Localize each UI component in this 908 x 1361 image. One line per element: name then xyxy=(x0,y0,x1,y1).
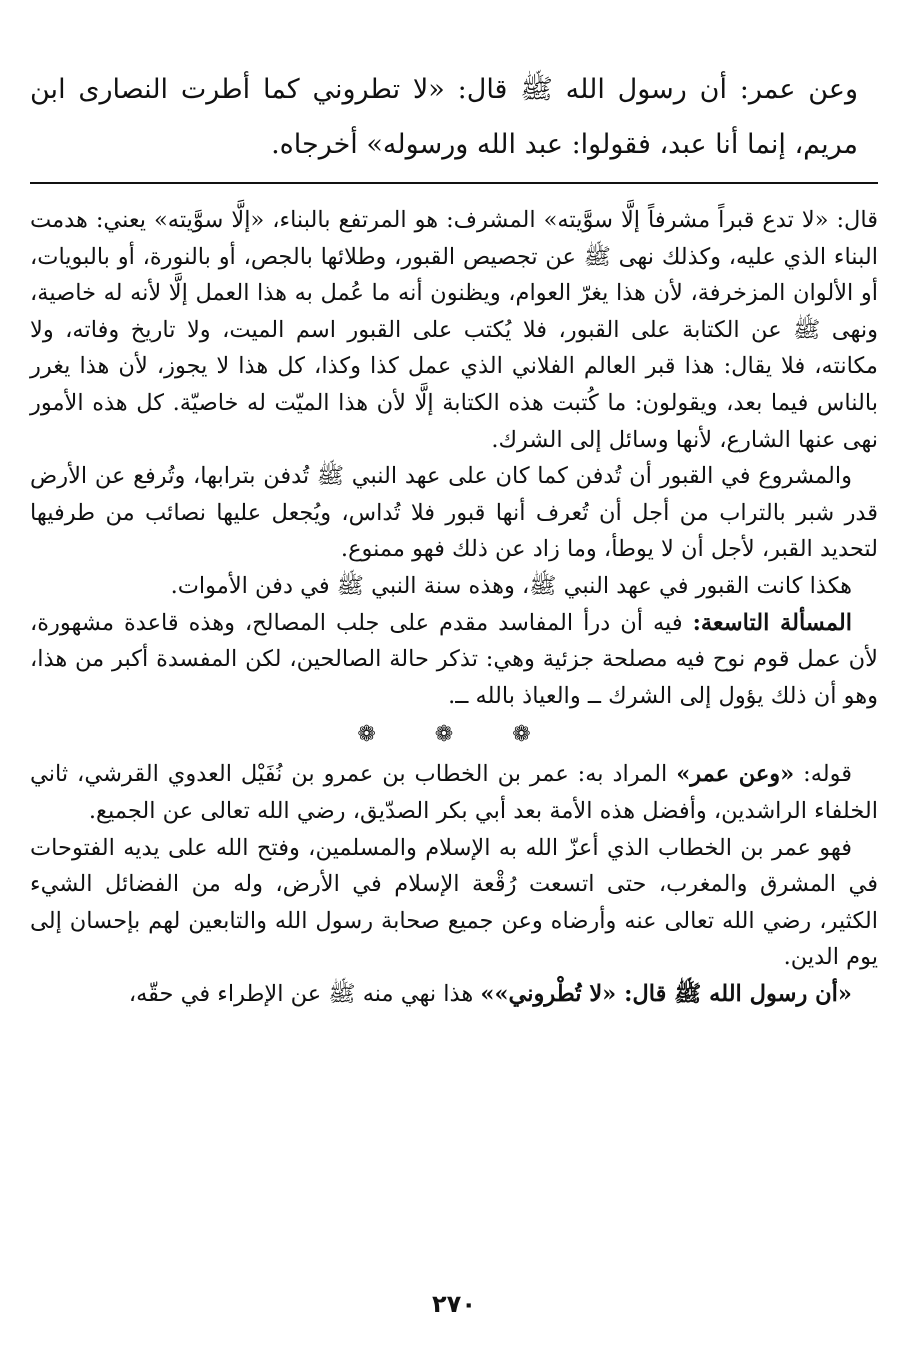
la-tutruni-text: هذا نهي منه ﷺ عن الإطراء في حقّه، xyxy=(128,980,481,1007)
commentary-paragraph-3: هكذا كانت القبور في عهد النبي ﷺ، وهذه سنة النبي ﷺ في دفن الأموات. xyxy=(170,572,852,599)
qawluhu-prefix: قوله: xyxy=(794,761,852,788)
commentary-paragraph-5 xyxy=(30,756,878,829)
page-number: ٢٧٠ xyxy=(432,1290,476,1318)
page-body xyxy=(30,62,878,1012)
umar-bio-text: المراد به: عمر بن الخطاب بن عمرو بن نُفَيْل العدوي القرشي، ثاني الخلفاء الراشدين، وأفضل هذه الأمة بعد أبي بكر الصدّيق، رضي الله تعالى عن الجميع. xyxy=(30,761,878,824)
commentary-paragraph-1: قال: «لا تدع قبراً مشرفاً إلَّا سوَّيته» المشرف: هو المرتفع بالبناء، «إلَّا سوَّيته» يعني: هدمت البناء الذي عليه، وكذلك نهى ﷺ عن تجصيص القبور، وطلائها بالجص، أو بالنورة، أو بالبويات، أو الألوان المزخرفة، لأن هذا يغرّ العوام، ويظنون أنه ما عُمل به هذا العمل إلَّا لأنه له خاصية، ونهى ﷺ عن الكتابة على القبور، فلا يُكتب على القبور اسم الميت، ولا تاريخ وفاته، ولا مكانته، فلا يقال: هذا قبر العالم الفلاني الذي عمل كذا وكذا، كل هذا لا يجوز، لأن هذا يغرر بالناس فيما بعد، ويقولون: ما كُتبت هذه الكتابة إلَّا لأن هذا الميّت له خاصيّة. كل هذه الأمور نهى عنها الشارع، لأنها وسائل إلى الشرك. xyxy=(30,207,878,453)
la-tutruni-label: «أن رسول الله ﷺ قال: «لا تُطْروني»» xyxy=(480,980,852,1007)
issue-nine-text: فيه أن درأ المفاسد مقدم على جلب المصالح، وهذه قاعدة مشهورة، لأن عمل قوم نوح فيه مصلحة جزئية وهي: تذكر حالة الصالحين، لكن المفسدة أكبر من هذا، وهو أن ذلك يؤول إلى الشرك ــ والعياذ بالله ــ. xyxy=(30,609,878,709)
flower-ornament-icon: ❁ xyxy=(512,722,551,748)
wa-an-umar-label: «وعن عمر» xyxy=(676,761,795,788)
commentary-paragraph-2: والمشروع في القبور أن تُدفن كما كان على عهد النبي ﷺ تُدفن بترابها، وتُرفع عن الأرض قدر شبر بالتراب من أجل أن تُعرف أنها قبور فلا تُداس، ويُجعل عليها نصائب من طرفيها لتحديد القبر، لأجل أن لا يوطأ، وما زاد عن ذلك فهو ممنوع. xyxy=(30,463,878,563)
flower-ornament-icon: ❁ xyxy=(357,722,396,748)
divider-line xyxy=(30,182,878,184)
commentary-paragraph-4 xyxy=(30,605,878,715)
issue-nine-label: المسألة التاسعة: xyxy=(692,609,852,636)
commentary-paragraph-6: فهو عمر بن الخطاب الذي أعزّ الله به الإسلام والمسلمين، وفتح الله على يديه الفتوحات في المشرق والمغرب، حتى اتسعت رُقْعة الإسلام في الأرض، وله من الفضائل الشيء الكثير، رضي الله تعالى عنه وأرضاه وعن جميع صحابة رسول الله والتابعين لهم بإحسان إلى يوم الدين. xyxy=(30,834,878,971)
hadith-text: وعن عمر: أن رسول الله ﷺ قال: «لا تطروني كما أطرت النصارى ابن مريم، إنما أنا عبد، فقولوا: عبد الله ورسوله» أخرجاه. xyxy=(30,74,858,160)
flower-ornament-icon: ❁ xyxy=(434,722,474,748)
section-separator xyxy=(30,718,878,752)
commentary-paragraph-7 xyxy=(30,976,878,1013)
